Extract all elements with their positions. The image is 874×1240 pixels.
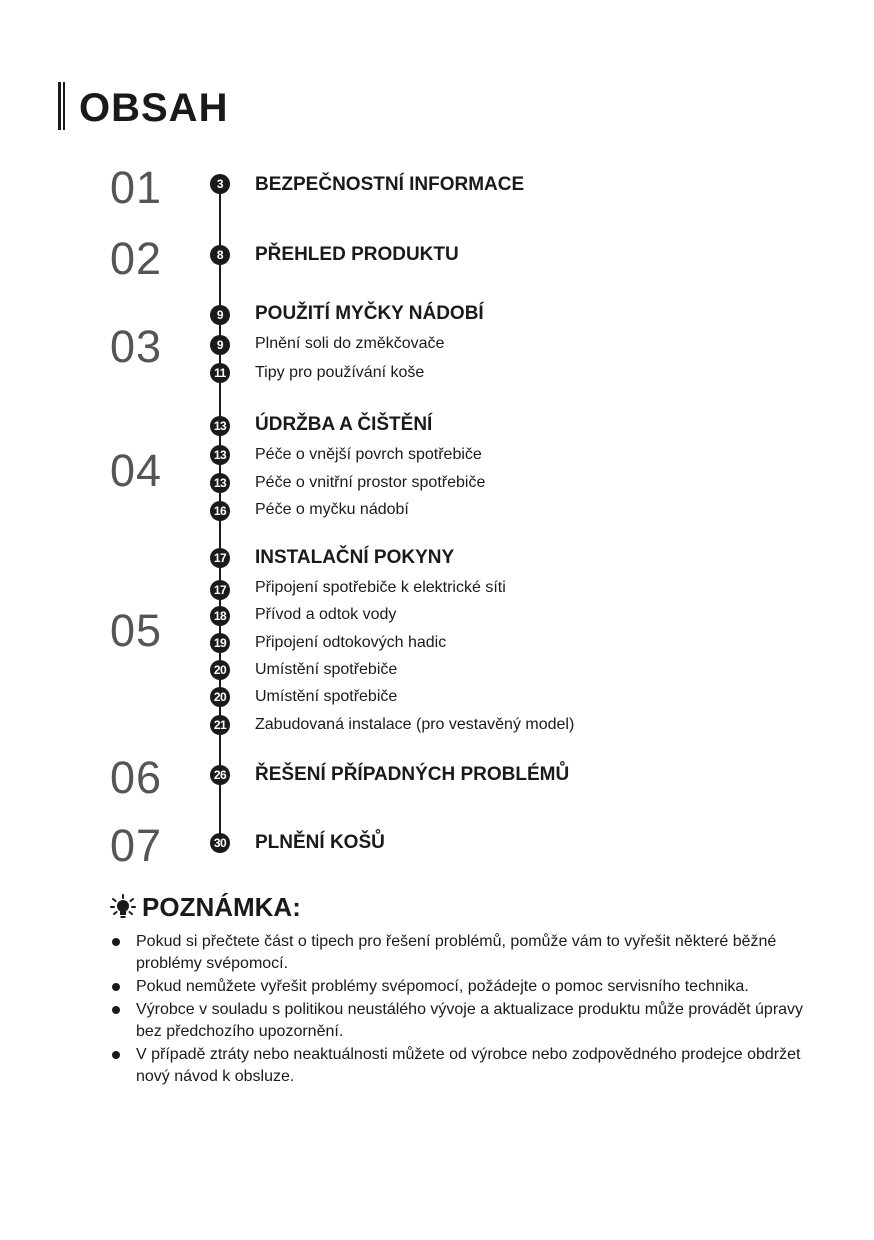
page-number-badge: 26 [210, 765, 230, 785]
note-text: Pokud si přečtete část o tipech pro řešení problémů, pomůže vám to vyřešit některé běžné problémy svépomocí. [136, 933, 777, 972]
section-number: 05 [110, 605, 163, 656]
section-number: 06 [110, 752, 163, 803]
title-accent-bar [58, 82, 61, 130]
toc-subitem[interactable]: Tipy pro používání koše [255, 364, 425, 381]
toc-subitem[interactable]: Péče o vnitřní prostor spotřebiče [255, 474, 486, 491]
page-number-badge: 13 [210, 473, 230, 493]
page-number-badge: 17 [210, 548, 230, 568]
page-number-badge: 11 [210, 363, 230, 383]
bullet [112, 1051, 120, 1059]
toc-subitem[interactable]: Umístění spotřebiče [255, 688, 398, 705]
page-number-badge: 30 [210, 833, 230, 853]
section-number: 01 [110, 162, 163, 213]
section-number: 02 [110, 233, 163, 284]
page-number-badge: 17 [210, 580, 230, 600]
page-number-badge: 8 [210, 245, 230, 265]
page-number-badge: 18 [210, 606, 230, 626]
note-text: Pokud nemůžete vyřešit problémy svépomocí, požádejte o pomoc servisního technika. [136, 978, 749, 995]
page-title: OBSAH [79, 86, 229, 130]
lightbulb-icon [110, 894, 136, 920]
toc-heading[interactable]: PŘEHLED PRODUKTU [255, 244, 459, 265]
page-number-badge: 20 [210, 660, 230, 680]
note-text: Výrobce v souladu s politikou neustálého vývoje a aktualizace produktu může provádět úpravy bez předchozího upozornění. [136, 1001, 804, 1040]
section-number: 03 [110, 321, 163, 372]
toc-subitem[interactable]: Přívod a odtok vody [255, 606, 397, 623]
toc-subitem[interactable]: Plnění soli do změkčovače [255, 335, 445, 352]
note-text: V případě ztráty nebo neaktuálnosti můžete od výrobce nebo zodpovědného prodejce obdržet nový návod k obsluze. [136, 1046, 801, 1085]
bullet [112, 983, 120, 991]
toc-heading[interactable]: INSTALAČNÍ POKYNY [255, 547, 455, 568]
bullet [112, 938, 120, 946]
toc-heading[interactable]: POUŽITÍ MYČKY NÁDOBÍ [255, 303, 484, 324]
toc-subitem[interactable]: Připojení odtokových hadic [255, 634, 447, 651]
page-number-badge: 16 [210, 501, 230, 521]
toc-heading[interactable]: PLNĚNÍ KOŠŮ [255, 832, 385, 853]
section-number: 04 [110, 445, 163, 496]
section-number: 07 [110, 820, 163, 871]
note-item [110, 1044, 830, 1088]
toc-subitem[interactable]: Umístění spotřebiče [255, 661, 398, 678]
note-list [110, 931, 830, 1089]
toc-subitem[interactable]: Péče o vnější povrch spotřebiče [255, 446, 482, 463]
bullet [112, 1006, 120, 1014]
note-item [110, 931, 830, 975]
page-number-badge: 3 [210, 174, 230, 194]
toc-heading[interactable]: ŘEŠENÍ PŘÍPADNÝCH PROBLÉMŮ [255, 764, 570, 785]
page-number-badge: 21 [210, 715, 230, 735]
page-number-badge: 20 [210, 687, 230, 707]
note-item [110, 999, 830, 1043]
page-number-badge: 19 [210, 633, 230, 653]
toc-heading[interactable]: ÚDRŽBA A ČIŠTĚNÍ [255, 414, 433, 435]
toc-subitem[interactable]: Péče o myčku nádobí [255, 501, 409, 518]
page-number-badge: 13 [210, 416, 230, 436]
note-item [110, 976, 830, 998]
page-number-badge: 9 [210, 335, 230, 355]
toc-heading[interactable]: BEZPEČNOSTNÍ INFORMACE [255, 174, 525, 195]
note-title: POZNÁMKA: [142, 892, 301, 922]
title-accent-bar [63, 82, 65, 130]
page-number-badge: 9 [210, 305, 230, 325]
toc-subitem[interactable]: Připojení spotřebiče k elektrické síti [255, 579, 506, 596]
page-number-badge: 13 [210, 445, 230, 465]
toc-subitem[interactable]: Zabudovaná instalace (pro vestavěný model) [255, 716, 575, 733]
